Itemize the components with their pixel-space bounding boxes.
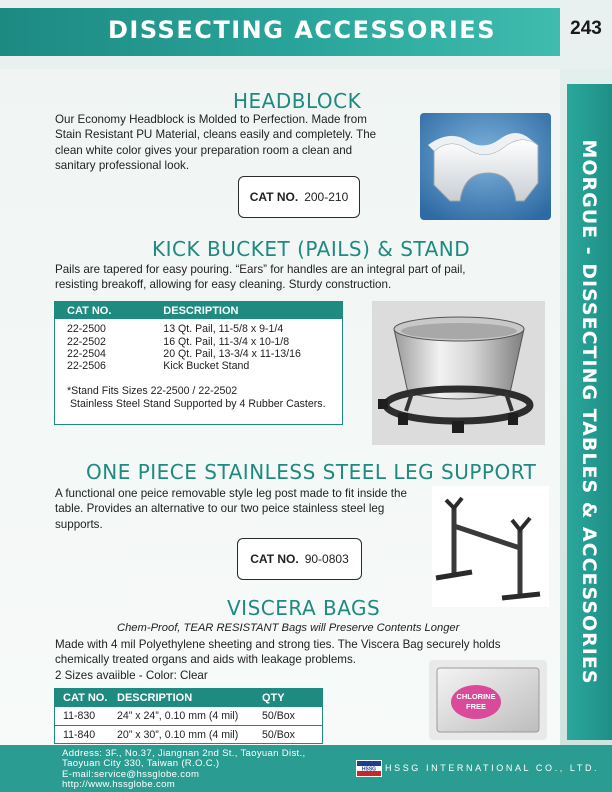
viscera-bag-photo <box>429 660 547 740</box>
footer-email[interactable]: E-mail:service@hssglobe.com <box>62 769 200 780</box>
table-header: CAT NO. DESCRIPTION QTY <box>55 689 322 706</box>
cat-number: 200-210 <box>304 190 349 204</box>
leg-support-description: A functional one peice removable style leg post made to fit inside the table. Provides an alternative to our two peice stainless steel leg supports. <box>55 487 407 531</box>
table-row: 22-2506 Kick Bucket Stand <box>67 360 250 373</box>
cat-number: 90-0803 <box>304 552 349 566</box>
headblock-description: Our Economy Headblock is Molded to Perfection. Made from Stain Resistant PU Material, cleans easily and completely. The clean white color gives your preparation room a clean and sanitary professional look. <box>55 113 377 173</box>
leg-support-cat-box <box>237 538 362 580</box>
kick-bucket-table <box>54 301 343 425</box>
viscera-subtitle: Chem-Proof, TEAR RESISTANT Bags will Preserve Contents Longer <box>117 622 460 634</box>
page-title: DISSECTING ACCESSORIES <box>108 16 496 44</box>
viscera-description: Made with 4 mil Polyethylene sheeting and strong ties. The Viscera Bag securely holds chemically treated organs and aids with leakage problems. 2 Sizes avaiible - Color: Clear <box>55 638 501 682</box>
kick-bucket-photo <box>372 301 545 445</box>
svg-text:CHLORINE: CHLORINE <box>456 692 496 701</box>
company-name: HSSG INTERNATIONAL CO., LTD. <box>385 763 600 773</box>
company-logo <box>356 760 382 777</box>
table-row: 11-840 20” x 30”, 0.10 mm (4 mil) 50/Box <box>55 725 322 744</box>
svg-text:FREE: FREE <box>465 702 487 711</box>
headblock-cat-box <box>238 176 360 218</box>
table-row: 11-830 24” x 24”, 0.10 mm (4 mil) 50/Box <box>55 706 322 725</box>
kick-bucket-description: Pails are tapered for easy pouring. “Ears” for handles are an integral part of pail, resisting breakoff, allowing for easy cleaning. Sturdy construction. <box>55 263 466 292</box>
side-label: MORGUE - DISSECTING TABLES & ACCESSORIES <box>578 139 600 685</box>
svg-text:HSSG: HSSG <box>361 766 377 773</box>
cat-label: CAT NO. <box>250 552 299 566</box>
headblock-photo <box>420 113 551 220</box>
table-row: 22-2500 13 Qt. Pail, 11-5/8 x 9-1/4 <box>67 323 284 336</box>
leg-support-photo <box>432 486 549 607</box>
table-row: 22-2504 20 Qt. Pail, 13-3/4 x 11-13/16 <box>67 347 301 360</box>
page-number: 243 <box>570 18 602 39</box>
viscera-table <box>54 688 323 744</box>
footer-website[interactable]: http://www.hssglobe.com <box>62 779 176 790</box>
viscera-title: VISCERA BAGS <box>227 596 381 620</box>
headblock-title: HEADBLOCK <box>233 89 362 113</box>
kick-bucket-title: KICK BUCKET (PAILS) & STAND <box>152 237 471 261</box>
table-header: CAT NO. DESCRIPTION <box>55 302 342 319</box>
footer-address-1: Address: 3F., No.37, Jiangnan 2nd St., Taoyuan Dist., <box>62 748 306 759</box>
table-row: 22-2502 16 Qt. Pail, 11-3/4 x 10-1/8 <box>67 335 290 348</box>
cat-label: CAT NO. <box>249 190 299 204</box>
chlorine-free-badge <box>451 685 501 719</box>
stand-note: *Stand Fits Sizes 22-2500 / 22-2502 Stainless Steel Stand Supported by 4 Rubber Casters. <box>67 384 326 410</box>
leg-support-title: ONE PIECE STAINLESS STEEL LEG SUPPORT <box>86 460 537 484</box>
footer-address-2: Taoyuan City 330, Taiwan (R.O.C.) <box>62 758 220 769</box>
